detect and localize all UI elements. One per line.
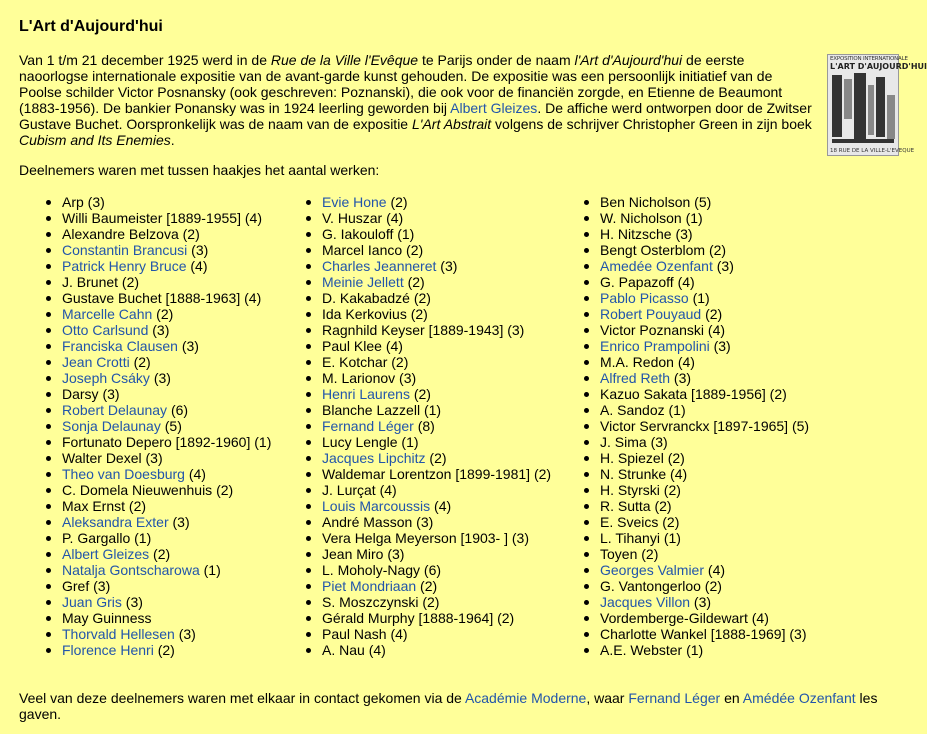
participant-count: (4) xyxy=(184,466,206,482)
participant-count: (3) xyxy=(709,338,731,354)
participant-item xyxy=(576,354,809,370)
participant-count: (2) xyxy=(700,578,722,594)
participant-count: (2) xyxy=(493,610,515,626)
participants-intro: Deelnemers waren met tussen haakjes het aantal werken: xyxy=(19,162,380,178)
participant-name: G. Vantongerloo xyxy=(600,578,701,594)
participant-count: (3) xyxy=(508,530,529,546)
participant-item xyxy=(576,338,809,354)
participant-item xyxy=(38,610,271,626)
participant-item xyxy=(576,610,809,626)
intro-emphasis: l'Art d'Aujourd'hui xyxy=(574,52,683,68)
participant-name: H. Spiezel xyxy=(600,450,664,466)
participant-item xyxy=(298,194,551,210)
participant-count: (5) xyxy=(788,418,810,434)
link-albert-gleizes[interactable]: Albert Gleizes xyxy=(450,100,538,116)
participant-count: (4) xyxy=(186,258,208,274)
participant-item xyxy=(576,242,809,258)
participant-name: Bengt Osterblom xyxy=(600,242,706,258)
participant-item xyxy=(576,306,809,322)
participant-count: (1) xyxy=(130,530,152,546)
participant-count: (3) xyxy=(503,322,525,338)
participant-count: (3) xyxy=(436,258,458,274)
participant-name: V. Huszar xyxy=(322,210,383,226)
participant-item xyxy=(298,210,551,226)
participant-item xyxy=(298,594,551,610)
intro-emphasis: Cubism and Its Enemies xyxy=(19,132,171,148)
participant-name: M.A. Redon xyxy=(600,354,674,370)
participant-count: (4) xyxy=(673,354,695,370)
participant-count: (2) xyxy=(129,354,151,370)
closing-paragraph xyxy=(19,690,899,722)
participant-name: W. Nicholson xyxy=(600,210,682,226)
poster-top-text: EXPOSITION INTERNATIONALE xyxy=(830,56,908,62)
participant-name: Vera Helga Meyerson [1903- ] xyxy=(322,530,508,546)
participant-name: P. Gargallo xyxy=(62,530,131,546)
participant-count: (1) xyxy=(682,642,704,658)
participant-count: (2) xyxy=(663,450,685,466)
participant-count: (2) xyxy=(530,466,552,482)
participant-item xyxy=(38,258,271,274)
poster-bottom-text: 18 RUE DE LA VILLE-L'EVEQUE xyxy=(830,148,915,154)
closing-text: Veel van deze deelnemers waren met elkaar in contact gekomen via de xyxy=(19,690,465,706)
participant-item xyxy=(38,370,271,386)
participant-name: Vordemberge-Gildewart xyxy=(600,610,748,626)
participant-link[interactable]: Joseph Csáky xyxy=(62,370,150,386)
participants-column-2 xyxy=(298,194,551,658)
participant-name: A. Nau xyxy=(322,642,365,658)
participant-name: R. Sutta xyxy=(600,498,651,514)
participant-count: (6) xyxy=(420,562,442,578)
participant-count: (3) xyxy=(177,338,199,354)
participant-count: (3) xyxy=(83,194,105,210)
intro-text: . De affiche werd ontworpen door de Zwitser Gustave Buchet. Oorspronkelijk was de naam van de expositie xyxy=(19,100,812,132)
participant-name: Jean Miro xyxy=(322,546,384,562)
participant-name: Willi Baumeister [1889-1955] xyxy=(62,210,241,226)
participant-item xyxy=(298,466,551,482)
participant-name: H. Styrski xyxy=(600,482,660,498)
participant-item xyxy=(298,258,551,274)
participant-item xyxy=(298,562,551,578)
participant-link[interactable]: Georges Valmier xyxy=(600,562,705,578)
participant-name: H. Nitzsche xyxy=(600,226,672,242)
participant-name: L. Tihanyi xyxy=(600,530,660,546)
participant-link[interactable]: Natalja Gontscharowa xyxy=(62,562,200,578)
participant-count: (3) xyxy=(712,258,734,274)
participant-count: (2) xyxy=(637,546,659,562)
participant-item xyxy=(576,450,809,466)
participant-name: Blanche Lazzell xyxy=(322,402,421,418)
participant-count: (4) xyxy=(382,210,404,226)
participant-name: Walter Dexel xyxy=(62,450,142,466)
participant-name: S. Moszczynski xyxy=(322,594,419,610)
participant-item xyxy=(38,290,271,306)
participant-name: M. Larionov xyxy=(322,370,396,386)
participant-count: (3) xyxy=(149,370,171,386)
link-academie-moderne[interactable]: Académie Moderne xyxy=(464,690,587,706)
participant-count: (4) xyxy=(704,322,726,338)
participant-name: J. Lurçat xyxy=(322,482,376,498)
participant-item xyxy=(298,482,551,498)
participant-item xyxy=(298,274,551,290)
participant-link[interactable]: Otto Carlsund xyxy=(62,322,149,338)
participant-item xyxy=(298,402,551,418)
participant-item xyxy=(38,226,271,242)
link-fernand-leger[interactable]: Fernand Léger xyxy=(628,690,721,706)
participant-name: A. Sandoz xyxy=(600,402,665,418)
participant-link[interactable]: Marcelle Cahn xyxy=(62,306,153,322)
participant-name: Kazuo Sakata [1889-1956] xyxy=(600,386,766,402)
participant-name: André Masson xyxy=(322,514,413,530)
participant-count: (2) xyxy=(402,242,424,258)
participant-item xyxy=(38,514,271,530)
participant-name: E. Sveics xyxy=(600,514,659,530)
intro-text: . xyxy=(170,132,175,148)
intro-text: te Parijs onder de naam xyxy=(418,52,575,68)
participant-name: Paul Nash xyxy=(322,626,387,642)
participant-item xyxy=(576,274,809,290)
intro-text: Van 1 t/m 21 december 1925 werd in de xyxy=(19,52,271,68)
participant-count: (2) xyxy=(387,354,409,370)
participant-link[interactable]: Jacques Lipchitz xyxy=(322,450,426,466)
participant-count: (2) xyxy=(406,306,428,322)
participant-item xyxy=(38,306,271,322)
participant-name: Darsy xyxy=(62,386,99,402)
participant-item xyxy=(298,498,551,514)
participant-name: Gérald Murphy [1888-1964] xyxy=(322,610,494,626)
participant-item xyxy=(38,482,271,498)
participant-name: May Guinness xyxy=(62,610,152,626)
participant-item xyxy=(298,642,551,658)
participant-link[interactable]: Thorvald Hellesen xyxy=(62,626,175,642)
participant-item xyxy=(576,322,809,338)
participant-item xyxy=(298,546,551,562)
participants-column-1 xyxy=(38,194,271,658)
intro-text: volgens de schrijver Christopher Green in zijn boek xyxy=(491,116,812,132)
participant-name: N. Strunke xyxy=(600,466,667,482)
participant-link[interactable]: Franciska Clausen xyxy=(62,338,178,354)
participant-count: (4) xyxy=(430,498,452,514)
participant-link[interactable]: Constantin Brancusi xyxy=(62,242,188,258)
participant-count: (1) xyxy=(420,402,442,418)
participant-count: (3) xyxy=(670,370,692,386)
participant-item xyxy=(38,578,271,594)
participant-count: (2) xyxy=(701,306,723,322)
participant-item xyxy=(38,354,271,370)
participant-count: (3) xyxy=(174,626,196,642)
participant-count: (1) xyxy=(659,530,681,546)
participant-item xyxy=(298,610,551,626)
participant-item xyxy=(38,626,271,642)
intro-emphasis: Rue de la Ville l'Evêque xyxy=(270,52,419,68)
participant-count: (3) xyxy=(412,514,434,530)
participant-count: (6) xyxy=(167,402,189,418)
participant-item xyxy=(576,594,809,610)
closing-text: en xyxy=(720,690,743,706)
participant-item xyxy=(298,450,551,466)
participant-count: (1) xyxy=(397,434,419,450)
participant-count: (5) xyxy=(160,418,182,434)
participant-item xyxy=(576,210,809,226)
participant-item xyxy=(576,226,809,242)
participant-count: (2) xyxy=(212,482,234,498)
participant-count: (2) xyxy=(409,386,431,402)
participant-name: L. Moholy-Nagy xyxy=(322,562,421,578)
participant-count: (1) xyxy=(393,226,415,242)
participant-count: (2) xyxy=(418,594,440,610)
participant-count: (2) xyxy=(152,306,174,322)
participant-count: (2) xyxy=(118,274,140,290)
participant-item xyxy=(38,210,271,226)
participant-name: Gustave Buchet [1888-1963] xyxy=(62,290,241,306)
participant-count: (1) xyxy=(681,210,703,226)
participant-link[interactable]: Patrick Henry Bruce xyxy=(62,258,187,274)
participant-count: (5) xyxy=(690,194,712,210)
participant-item xyxy=(576,194,809,210)
participant-item xyxy=(576,546,809,562)
participant-item xyxy=(38,466,271,482)
participant-link[interactable]: Charles Jeanneret xyxy=(322,258,437,274)
participant-item xyxy=(576,290,809,306)
participant-item xyxy=(576,386,809,402)
page-title: L'Art d'Aujourd'hui xyxy=(19,18,163,35)
intro-text: de eerste naoorlogse internationale expositie van de avant-garde kunst gehouden. De expositie was een persoonlijk initiatief van de Poolse schilder Victor Posnansky (ook geschreven: Poznanski), die ook voor de financiën zorgde, en Etienne de Beaumont (1883-1956). De bankier Ponansky was in 1924 leerling geworden bij xyxy=(19,52,783,116)
participant-name: Max Ernst xyxy=(62,498,126,514)
participant-name: Gref xyxy=(62,578,90,594)
participant-item xyxy=(38,242,271,258)
participant-item xyxy=(298,354,551,370)
participant-count: (3) xyxy=(690,594,712,610)
participant-count: (2) xyxy=(149,546,171,562)
participant-count: (4) xyxy=(381,338,403,354)
participant-item xyxy=(38,434,271,450)
participant-item xyxy=(38,386,271,402)
participant-name: Arp xyxy=(62,194,84,210)
participant-count: (2) xyxy=(416,578,438,594)
participant-item xyxy=(576,562,809,578)
participant-count: (4) xyxy=(386,626,408,642)
participant-name: Ragnhild Keyser [1889-1943] xyxy=(322,322,504,338)
participant-name: G. Papazoff xyxy=(600,274,674,290)
participant-count: (2) xyxy=(409,290,431,306)
participant-item xyxy=(298,306,551,322)
participant-item xyxy=(38,322,271,338)
participant-item xyxy=(576,434,809,450)
closing-text: les gaven. xyxy=(19,690,878,722)
participant-item xyxy=(576,530,809,546)
participant-item xyxy=(576,498,809,514)
participant-count: (2) xyxy=(658,514,680,530)
participant-name: J. Brunet xyxy=(62,274,119,290)
participant-name: Lucy Lengle xyxy=(322,434,398,450)
participant-link[interactable]: Jacques Villon xyxy=(600,594,691,610)
participant-item xyxy=(38,450,271,466)
participant-name: D. Kakabadzé xyxy=(322,290,410,306)
participant-count: (4) xyxy=(240,210,262,226)
participant-count: (8) xyxy=(413,418,435,434)
participant-count: (2) xyxy=(705,242,727,258)
participant-link[interactable]: Jean Crotti xyxy=(62,354,130,370)
participant-count: (2) xyxy=(153,642,175,658)
participant-item xyxy=(576,370,809,386)
participant-item xyxy=(298,626,551,642)
participant-count: (3) xyxy=(148,322,170,338)
participant-item xyxy=(576,402,809,418)
participant-item xyxy=(38,642,271,658)
participant-count: (3) xyxy=(98,386,120,402)
participant-item xyxy=(298,386,551,402)
participant-count: (3) xyxy=(671,226,693,242)
participant-link[interactable]: Henri Laurens xyxy=(322,386,410,402)
participant-count: (3) xyxy=(187,242,209,258)
participant-link[interactable]: Fernand Léger xyxy=(322,418,414,434)
participant-count: (2) xyxy=(403,274,425,290)
intro-paragraph xyxy=(19,52,816,148)
participant-link[interactable]: Florence Henri xyxy=(62,642,154,658)
participant-item xyxy=(38,594,271,610)
participant-count: (4) xyxy=(240,290,262,306)
participant-item xyxy=(298,290,551,306)
participant-item xyxy=(576,514,809,530)
participant-item xyxy=(38,562,271,578)
participant-count: (2) xyxy=(765,386,787,402)
participant-name: E. Kotchar xyxy=(322,354,388,370)
participant-name: A.E. Webster xyxy=(600,642,683,658)
participant-name: Victor Servranckx [1897-1965] xyxy=(600,418,789,434)
participant-count: (4) xyxy=(666,466,688,482)
participant-link[interactable]: Piet Mondriaan xyxy=(322,578,417,594)
participant-count: (3) xyxy=(785,626,807,642)
participant-name: Ben Nicholson xyxy=(600,194,691,210)
participant-item xyxy=(38,194,271,210)
participant-item xyxy=(298,226,551,242)
participant-count: (4) xyxy=(673,274,695,290)
participant-item xyxy=(576,258,809,274)
participant-item xyxy=(38,530,271,546)
participant-name: C. Domela Nieuwenhuis xyxy=(62,482,213,498)
participant-count: (2) xyxy=(659,482,681,498)
participant-item xyxy=(298,322,551,338)
participant-count: (1) xyxy=(250,434,272,450)
participant-count: (3) xyxy=(646,434,668,450)
participant-name: J. Sima xyxy=(600,434,647,450)
intro-emphasis: L'Art Abstrait xyxy=(411,116,492,132)
participant-link[interactable]: Amedée Ozenfant xyxy=(600,258,713,274)
participant-item xyxy=(298,578,551,594)
participant-item xyxy=(298,242,551,258)
participant-count: (2) xyxy=(125,498,147,514)
participant-item xyxy=(38,498,271,514)
participant-name: G. Iakouloff xyxy=(322,226,394,242)
participant-count: (4) xyxy=(704,562,726,578)
participant-link[interactable]: Aleksandra Exter xyxy=(62,514,169,530)
participant-name: Paul Klee xyxy=(322,338,382,354)
participant-item xyxy=(38,338,271,354)
participant-link[interactable]: Juan Gris xyxy=(62,594,122,610)
participant-count: (3) xyxy=(168,514,190,530)
participant-name: Ida Kerkovius xyxy=(322,306,407,322)
participant-link[interactable]: Albert Gleizes xyxy=(62,546,150,562)
participant-count: (1) xyxy=(688,290,710,306)
exhibition-poster-image xyxy=(827,54,927,156)
participant-count: (2) xyxy=(386,194,408,210)
participant-item xyxy=(576,482,809,498)
link-amedee-ozenfant[interactable]: Amédée Ozenfant xyxy=(742,690,856,706)
participant-link[interactable]: Meinie Jellett xyxy=(322,274,404,290)
participant-item xyxy=(38,546,271,562)
participant-count: (3) xyxy=(383,546,405,562)
participant-name: Victor Poznanski xyxy=(600,322,705,338)
participant-link[interactable]: Alfred Reth xyxy=(600,370,671,386)
participant-count: (2) xyxy=(425,450,447,466)
participant-name: Marcel Ianco xyxy=(322,242,403,258)
participant-item xyxy=(38,402,271,418)
participant-count: (3) xyxy=(121,594,143,610)
participant-count: (3) xyxy=(395,370,417,386)
participant-link[interactable]: Robert Delaunay xyxy=(62,402,168,418)
participant-link[interactable]: Robert Pouyaud xyxy=(600,306,702,322)
participant-item xyxy=(298,370,551,386)
participant-name: Alexandre Belzova xyxy=(62,226,179,242)
participant-count: (3) xyxy=(89,578,111,594)
participant-item xyxy=(298,338,551,354)
participant-link[interactable]: Pablo Picasso xyxy=(600,290,689,306)
participant-item xyxy=(576,418,809,434)
participant-count: (1) xyxy=(199,562,221,578)
participant-link[interactable]: Enrico Prampolini xyxy=(600,338,710,354)
participant-item xyxy=(298,418,551,434)
participant-item xyxy=(298,514,551,530)
participant-item xyxy=(576,466,809,482)
participant-link[interactable]: Theo van Doesburg xyxy=(62,466,185,482)
participants-column-3 xyxy=(576,194,809,658)
participant-link[interactable]: Evie Hone xyxy=(322,194,387,210)
participant-link[interactable]: Louis Marcoussis xyxy=(322,498,431,514)
participant-item xyxy=(298,530,551,546)
participant-count: (1) xyxy=(664,402,686,418)
participant-item xyxy=(576,642,809,658)
participant-link[interactable]: Sonja Delaunay xyxy=(62,418,161,434)
participant-item xyxy=(38,274,271,290)
participant-count: (2) xyxy=(178,226,200,242)
participant-count: (4) xyxy=(375,482,397,498)
participant-name: Toyen xyxy=(600,546,638,562)
participant-item xyxy=(576,578,809,594)
participant-item xyxy=(576,626,809,642)
participant-name: Waldemar Lorentzon [1899-1981] xyxy=(322,466,531,482)
participant-name: Charlotte Wankel [1888-1969] xyxy=(600,626,786,642)
participant-count: (4) xyxy=(747,610,769,626)
participant-item xyxy=(298,434,551,450)
closing-text: , waar xyxy=(586,690,629,706)
poster-title-text: L'ART D'AUJOURD'HUI xyxy=(830,62,927,71)
participant-count: (4) xyxy=(364,642,386,658)
participant-item xyxy=(38,418,271,434)
participant-count: (3) xyxy=(141,450,163,466)
participant-count: (2) xyxy=(650,498,672,514)
participant-name: Fortunato Depero [1892-1960] xyxy=(62,434,251,450)
